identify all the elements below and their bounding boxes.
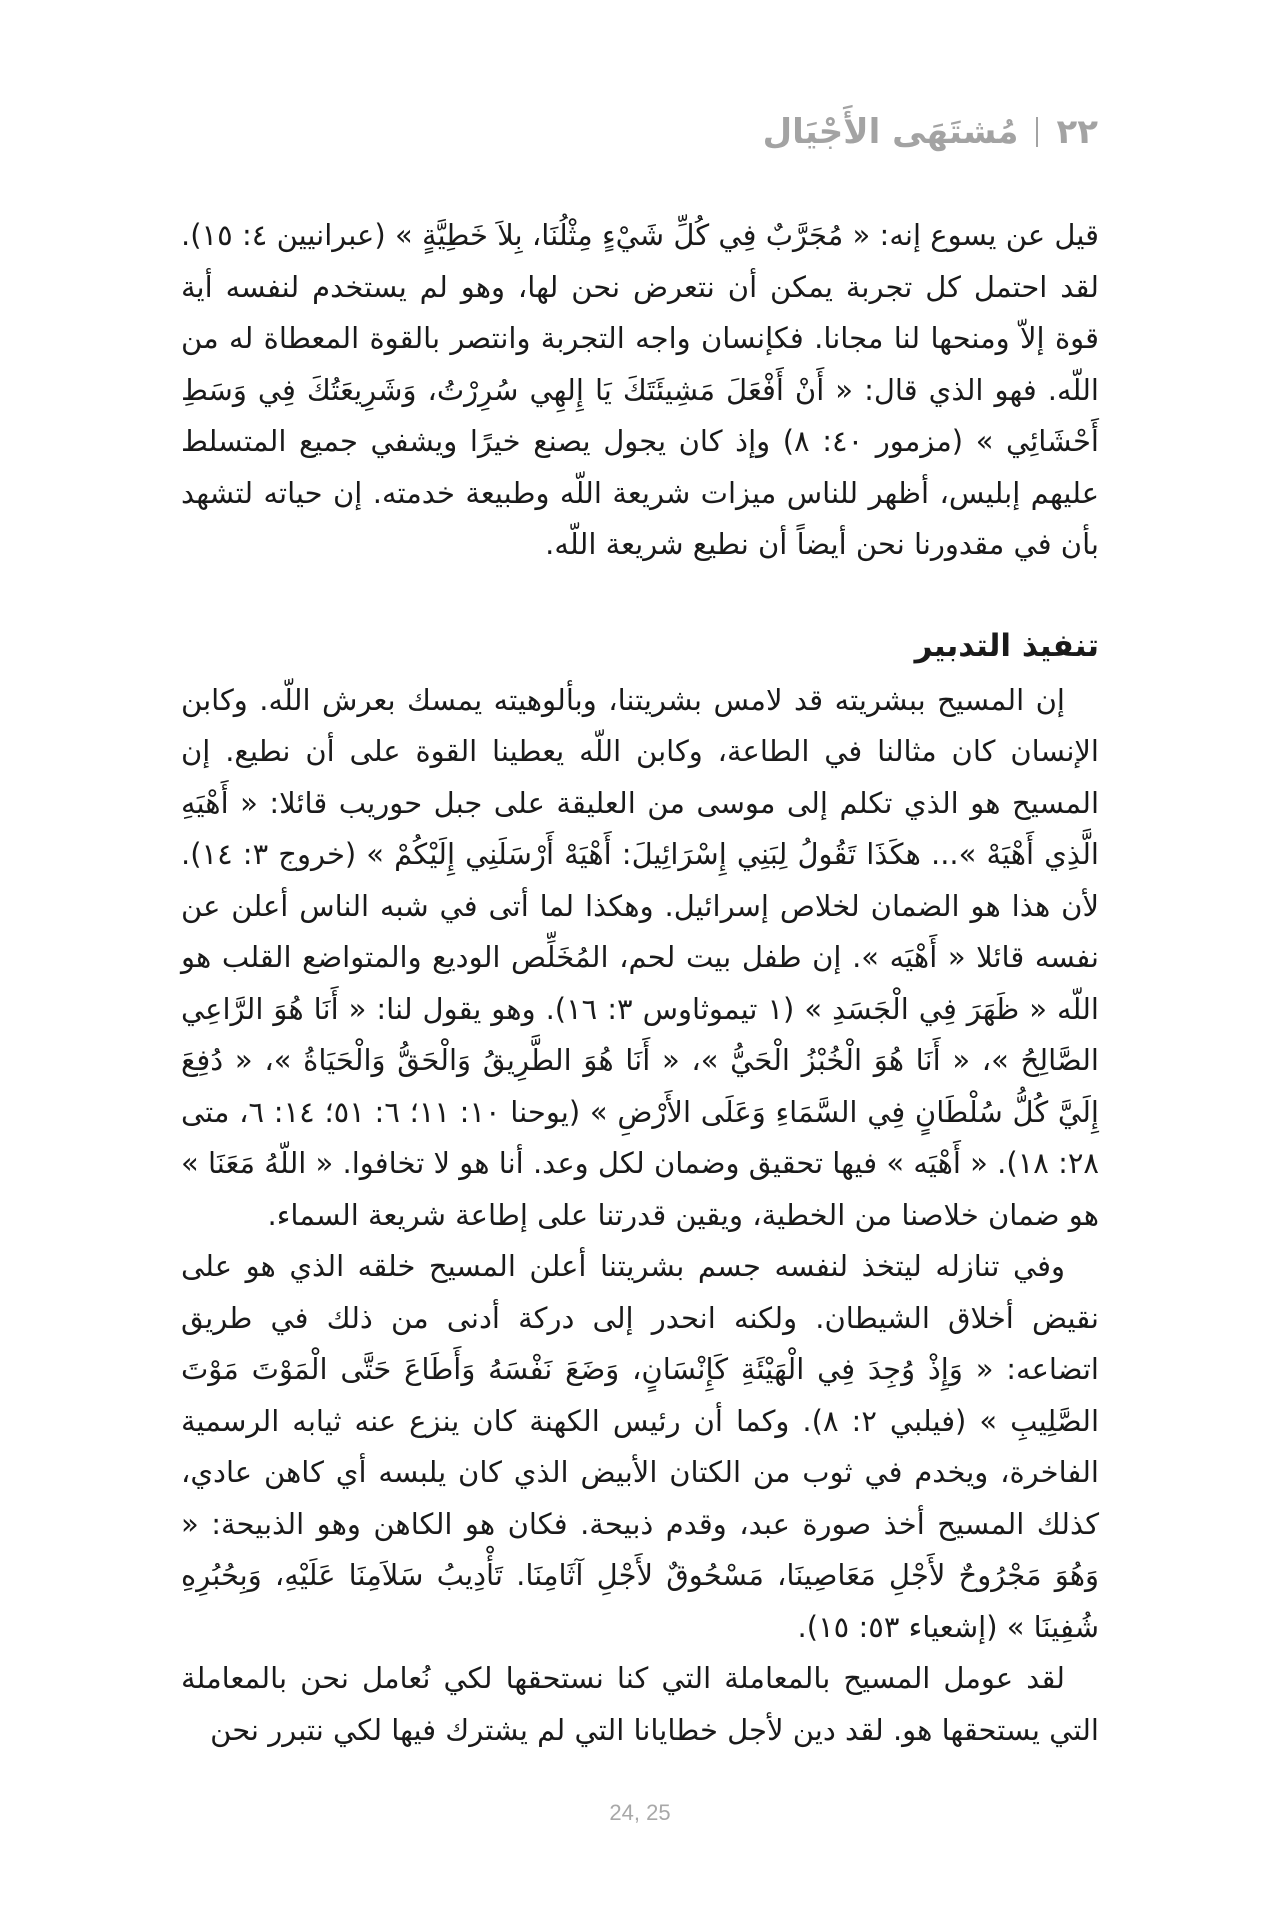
running-header [763,112,1098,152]
section-paragraph-2: وفي تنازله ليتخذ لنفسه جسم بشريتنا أعلن المسيح خلقه الذي هو على نقيض أخلاق الشيطان. ولكنه انحدر إلى دركة أدنى من ذلك في طريق اتضاعه: « وَإِذْ وُجِدَ فِي الْهَيْئَةِ كَإِنْسَانٍ، وَضَعَ نَفْسَهُ وَأَطَاعَ حَتَّى الْمَوْتَ مَوْتَ الصَّلِيبِ » (فيلبي ٢: ٨). وكما أن رئيس الكهنة كان ينزع عنه ثيابه الرسمية الفاخرة، ويخدم في ثوب من الكتان الأبيض الذي كان يلبسه أي كاهن عادي، كذلك المسيح أخذ صورة عبد، وقدم ذبيحة. فكان هو الكاهن وهو الذبيحة: « وَهُوَ مَجْرُوحٌ لأَجْلِ مَعَاصِينَا، مَسْحُوقٌ لأَجْلِ آثَامِنَا. تَأْدِيبُ سَلاَمِنَا عَلَيْهِ، وَبِحُبُرِهِ شُفِينَا » (إشعياء ٥٣: ١٥). [181,1249,1099,1644]
header-page-number: ٢٢ [1056,112,1098,152]
section-paragraph-3: لقد عومل المسيح بالمعاملة التي كنا نستحقها لكي نُعامل نحن بالمعاملة التي يستحقها هو. لقد دين لأجل خطايانا التي لم يشترك فيها لكي نتبرر نحن [181,1661,1099,1747]
section-paragraph-1: إن المسيح ببشريته قد لامس بشريتنا، وبألوهيته يمسك بعرش اللّه. وكابن الإنسان كان مثالنا في الطاعة، وكابن اللّه يعطينا القوة على أن نطيع. إن المسيح هو الذي تكلم إلى موسى من العليقة على جبل حوريب قائلا: « أَهْيَهِ الَّذِي أَهْيَهْ »... هكَذَا تَقُولُ لِبَنِي إِسْرَائِيلَ: أَهْيَهْ أَرْسَلَنِي إِلَيْكُمْ » (خروج ٣: ١٤). لأن هذا هو الضمان لخلاص إسرائيل. وهكذا لما أتى في شبه الناس أعلن عن نفسه قائلا « أَهْيَه ». إن طفل بيت لحم، المُخَلِّص الوديع والمتواضع القلب هو اللّه « ظَهَرَ فِي الْجَسَدِ » (١ تيموثاوس ٣: ١٦). وهو يقول لنا: « أَنَا هُوَ الرَّاعِي الصَّالِحُ »، « أَنَا هُوَ الْخُبْزُ الْحَيُّ »، « أَنَا هُوَ الطَّرِيقُ وَالْحَقُّ وَالْحَيَاةُ »، « دُفِعَ إِلَيَّ كُلُّ سُلْطَانٍ فِي السَّمَاءِ وَعَلَى الأَرْضِ » (يوحنا ١٠: ١١؛ ٦: ٥١؛ ١٤: ٦، متى ٢٨: ١٨). « أَهْيَه » فيها تحقيق وضمان لكل وعد. أنا هو لا تخافوا. « اللّهُ مَعَنَا » هو ضمان خلاصنا من الخطية، ويقين قدرتنا على إطاعة شريعة السماء. [181,682,1099,1232]
section-heading: تنفيذ التدبير [914,627,1099,664]
body-text [181,210,1099,1756]
footer-page-numbers: 24, 25 [609,1800,671,1825]
header-book-title: مُشتَهَى الأَجْيَال [762,112,1019,152]
header-separator [1036,117,1038,147]
intro-paragraph: قيل عن يسوع إنه: « مُجَرَّبٌ فِي كُلِّ شَيْءٍ مِثْلُنَا، بِلاَ خَطِيَّةٍ » (عبرانيين ٤: ١٥). لقد احتمل كل تجربة يمكن أن نتعرض نحن لها، وهو لم يستخدم لنفسه أية قوة إلاّ ومنحها لنا مجانا. فكإنسان واجه التجربة وانتصر بالقوة المعطاة له من اللّه. فهو الذي قال: « أَنْ أَفْعَلَ مَشِيئَتَكَ يَا إِلهِي سُرِرْتُ، وَشَرِيعَتُكَ فِي وَسَطِ أَحْشَائِي » (مزمور ٤٠: ٨) وإذ كان يجول يصنع خيرًا ويشفي جميع المتسلط عليهم إبليس، أظهر للناس ميزات شريعة اللّه وطبيعة خدمته. إن حياته لتشهد بأن في مقدورنا نحن أيضاً أن نطيع شريعة اللّه. [181,218,1099,561]
